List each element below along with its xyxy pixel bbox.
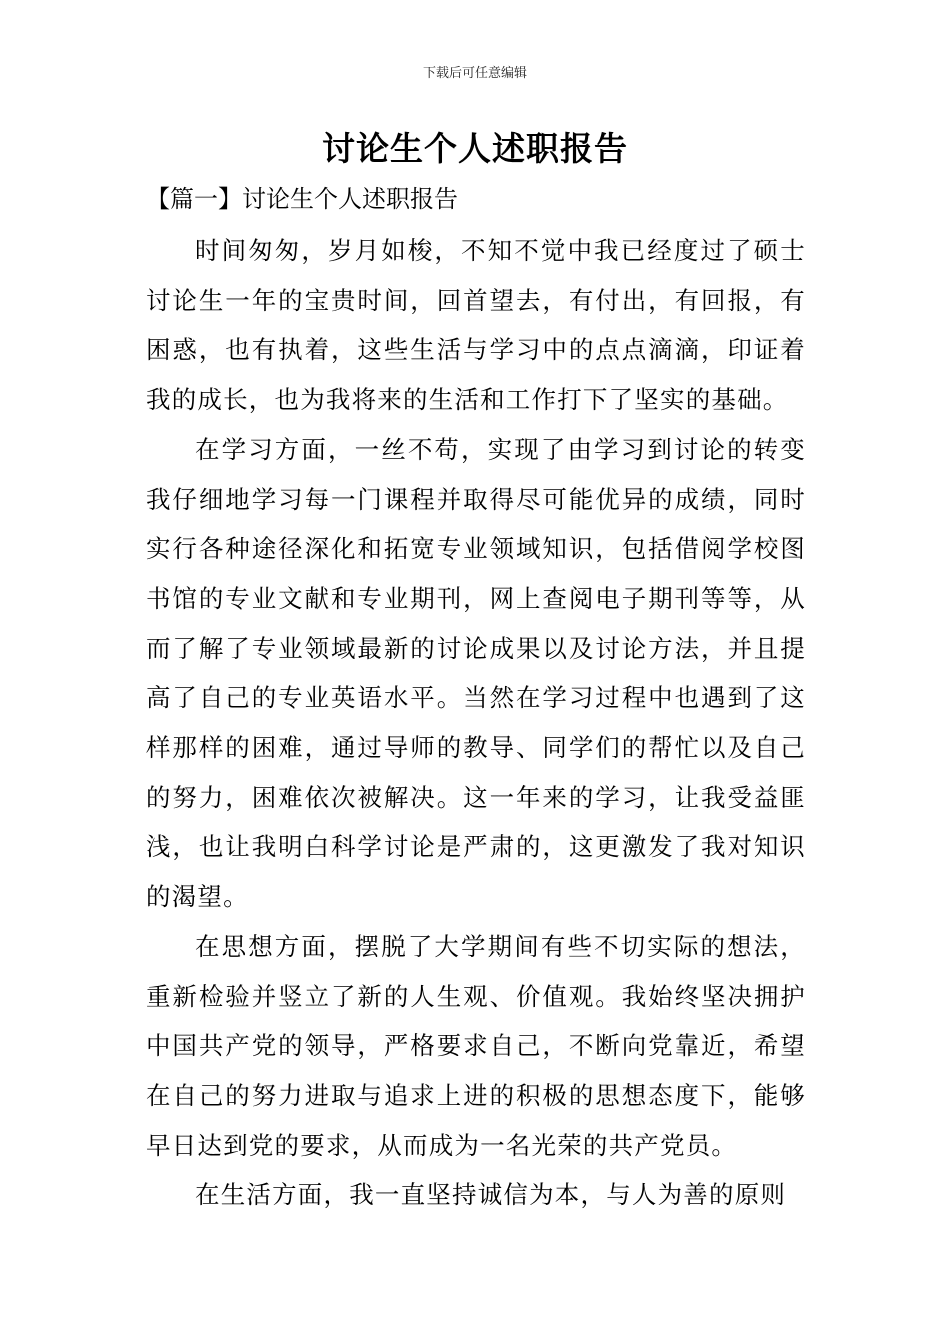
paragraph-3: 在思想方面，摆脱了大学期间有些不切实际的想法，重新检验并竖立了新的人生观、价值观。我始终坚决拥护中国共产党的领导，严格要求自己，不断向党靠近，希望在自己的努力进取与追求上进的积极的思想态度下，能够早日达到党的要求，从而成为一名光荣的共产党员。 [146,931,806,1160]
paragraph-4: 在生活方面，我一直坚持诚信为本，与人为善的原则 [195,1180,787,1210]
section-heading: 【篇一】讨论生个人述职报告 [146,185,458,213]
header-note: 下载后可任意编辑 [422,66,527,81]
paragraph-2: 在学习方面，一丝不苟，实现了由学习到讨论的转变我仔细地学习每一门课程并取得尽可能优异的成绩，同时实行各种途径深化和拓宽专业领域知识，包括借阅学校图书馆的专业文献和专业期刊，网上查阅电子期刊等等，从而了解了专业领域最新的讨论成果以及讨论方法，并且提高了自己的专业英语水平。当然在学习过程中也遇到了这样那样的困难，通过导师的教导、同学们的帮忙以及自己的努力，困难依次被解决。这一年来的学习，让我受益匪浅，也让我明白科学讨论是严肃的，这更激发了我对知识的渴望。 [146,434,806,912]
paragraph-1: 时间匆匆，岁月如梭，不知不觉中我已经度过了硕士讨论生一年的宝贵时间，回首望去，有付出，有回报，有困惑，也有执着，这些生活与学习中的点点滴滴，印证着我的成长，也为我将来的生活和工作打下了坚实的基础。 [146,236,806,415]
document-title: 讨论生个人述职报告 [322,129,628,168]
document-body [146,226,806,1220]
